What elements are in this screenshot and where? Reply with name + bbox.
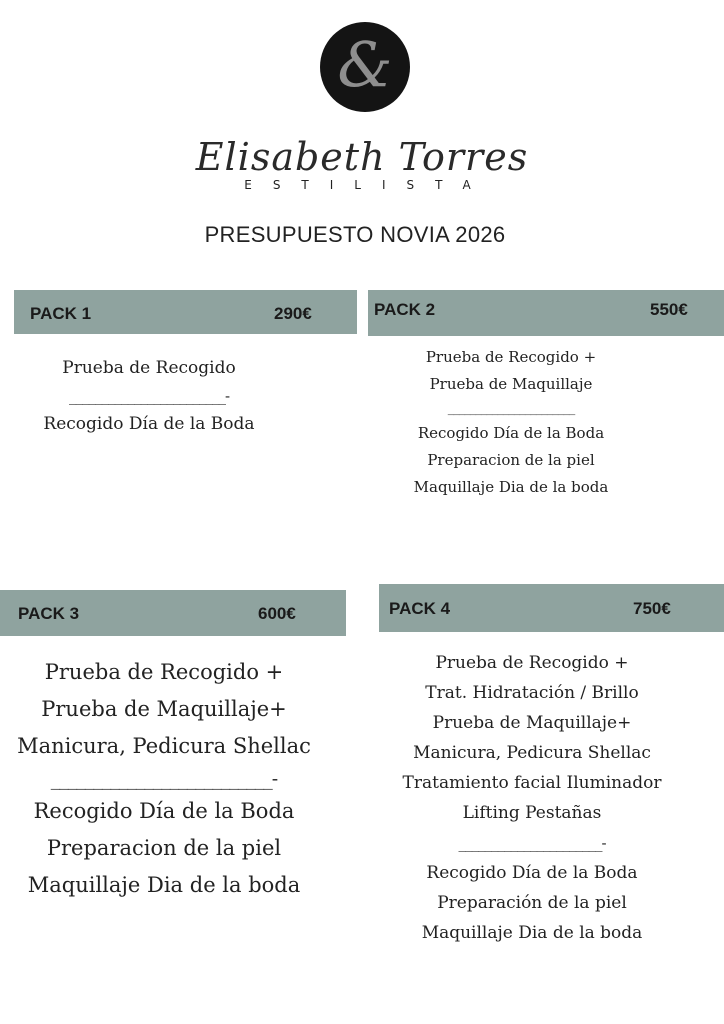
pack-day-item: Recogido Día de la Boda [43,414,255,434]
pack-item: Tratamiento facial Iluminador [402,773,662,793]
pack-price: 750€ [633,599,671,618]
separator: ________________________- [68,387,230,405]
pack-day-item: Maquillaje Dia de la boda [421,923,643,943]
pack-item: Prueba de Recogido + [44,660,284,684]
pack-price: 600€ [258,604,296,623]
pack-day-item: Preparacion de la piel [427,451,595,469]
pack-1-header [14,290,357,334]
pack-day-item: Maquillaje Dia de la boda [27,873,301,897]
pack-day-item: Maquillaje Dia de la boda [413,478,609,496]
pack-name: PACK 2 [374,300,436,319]
pack-day-item: Recogido Día de la Boda [426,863,638,883]
pack-item: Manicura, Pedicura Shellac [17,734,311,758]
separator: ______________________- [458,834,606,852]
page-title: PRESUPUESTO NOVIA 2026 [204,222,506,247]
pack-item: Prueba de Maquillaje+ [432,713,632,733]
pack-2-body [378,344,644,501]
pack-item: Prueba de Maquillaje+ [41,697,287,721]
brand-logo [320,22,410,112]
brand-subtitle: ESTILISTA [244,178,492,192]
pack-price: 290€ [274,304,312,323]
separator: _______________________ [447,401,575,416]
ampersand-icon: & [337,28,393,101]
pack-3-body [0,654,328,904]
pack-day-item: Recogido Día de la Boda [417,424,605,442]
pack-name: PACK 3 [18,604,80,623]
pack-3-header [0,590,346,636]
pack-item: Lifting Pestañas [462,803,602,823]
pack-4-header [379,584,724,632]
pack-item: Manicura, Pedicura Shellac [413,743,651,763]
pack-item: Trat. Hidratación / Brillo [425,683,639,703]
brand-name: Elisabeth Torres [195,135,529,179]
pack-item: Prueba de Maquillaje [429,375,593,393]
pack-item: Prueba de Recogido [62,358,236,378]
pack-4-body [401,648,663,948]
pack-day-item: Preparacion de la piel [46,836,282,860]
pack-1-body [14,352,284,440]
pack-name: PACK 4 [389,599,451,618]
pack-item: Prueba de Recogido + [435,653,629,673]
pack-2-header [368,290,724,336]
pack-item: Prueba de Recogido + [425,348,597,366]
pack-price: 550€ [650,300,688,319]
separator: __________________________- [50,768,278,790]
pack-day-item: Preparación de la piel [437,893,627,913]
pack-name: PACK 1 [30,304,92,323]
pack-day-item: Recogido Día de la Boda [33,799,295,823]
